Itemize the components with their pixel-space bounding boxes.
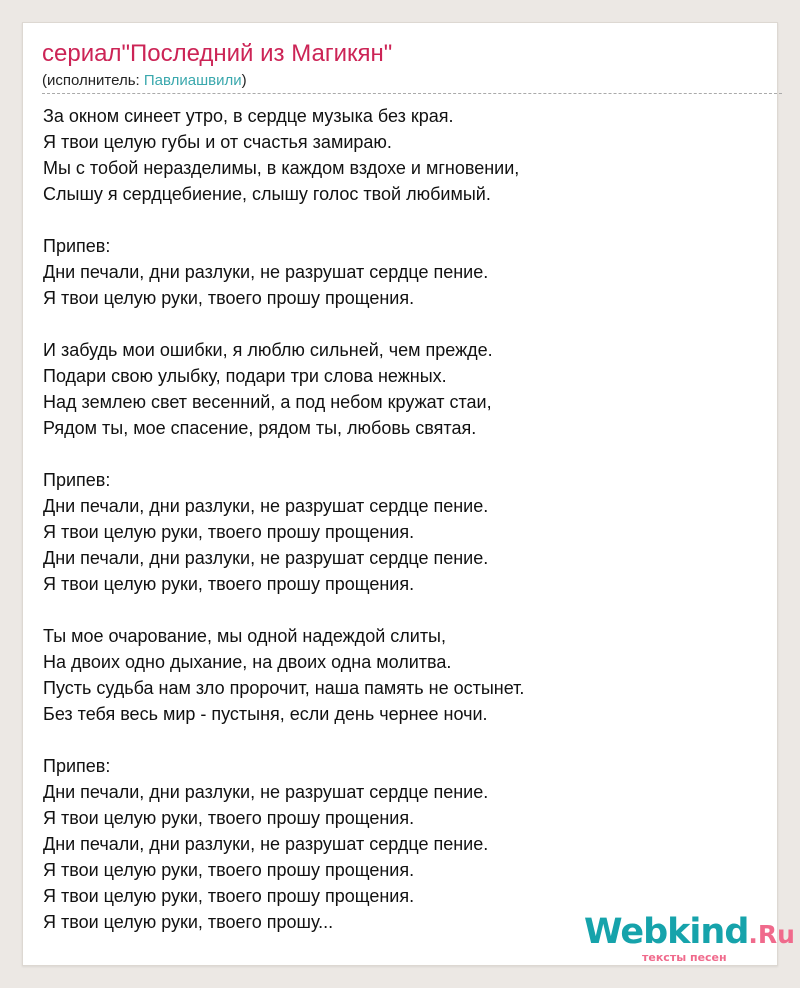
artist-suffix: ) — [241, 72, 247, 89]
lyrics-line: Я твои целую руки, твоего прошу прощения. — [43, 574, 415, 594]
song-title: сериал"Последний из Магикян" — [42, 40, 393, 67]
lyrics-line: Я твои целую руки, твоего прошу прощения. — [43, 808, 415, 828]
lyrics-line — [43, 441, 524, 467]
lyrics-line: Над землею свет весенний, а под небом кружат стаи, — [43, 392, 492, 412]
logo-tagline: тексты песен — [642, 951, 727, 964]
lyrics-line: Без тебя весь мир - пустыня, если день чернее ночи. — [43, 704, 488, 724]
logo-wordmark — [584, 914, 795, 950]
lyrics-line: Ты мое очарование, мы одной надеждой слиты, — [43, 626, 446, 646]
lyrics-line: Я твои целую руки, твоего прошу... — [43, 912, 334, 932]
lyrics-line: Я твои целую руки, твоего прошу прощения. — [43, 522, 415, 542]
lyrics-line: Слышу я сердцебиение, слышу голос твой любимый. — [43, 184, 491, 204]
lyrics-line: Мы с тобой неразделимы, в каждом вздохе и мгновении, — [43, 158, 520, 178]
lyrics-line: Я твои целую руки, твоего прошу прощения. — [43, 860, 415, 880]
site-logo[interactable] — [584, 912, 795, 966]
lyrics-line — [43, 311, 524, 337]
lyrics-line: Пусть судьба нам зло пророчит, наша память не остынет. — [43, 678, 525, 698]
lyrics-line: Рядом ты, мое спасение, рядом ты, любовь святая. — [43, 418, 477, 438]
lyrics-line: Дни печали, дни разлуки, не разрушат сердце пение. — [43, 782, 489, 802]
lyrics-line — [43, 727, 524, 753]
lyrics-line: За окном синеет утро, в сердце музыка без края. — [43, 106, 454, 126]
logo-name: Webkind — [584, 912, 749, 952]
lyrics-line: Припев: — [43, 756, 111, 776]
lyrics-line: Я твои целую губы и от счастья замираю. — [43, 132, 392, 152]
lyrics-line — [43, 597, 524, 623]
artist-line — [42, 72, 247, 90]
lyrics-line: Дни печали, дни разлуки, не разрушат сердце пение. — [43, 496, 489, 516]
lyrics-line: Припев: — [43, 236, 111, 256]
lyrics-line: Я твои целую руки, твоего прошу прощения. — [43, 288, 415, 308]
lyrics-line: На двоих одно дыхание, на двоих одна молитва. — [43, 652, 452, 672]
logo-tld: .Ru — [748, 920, 795, 949]
lyrics-text — [43, 103, 524, 935]
lyrics-line: Дни печали, дни разлуки, не разрушат сердце пение. — [43, 548, 489, 568]
lyrics-line: Дни печали, дни разлуки, не разрушат сердце пение. — [43, 262, 489, 282]
lyrics-line — [43, 207, 524, 233]
lyrics-line: Дни печали, дни разлуки, не разрушат сердце пение. — [43, 834, 489, 854]
lyrics-line: Я твои целую руки, твоего прошу прощения. — [43, 886, 415, 906]
divider — [42, 93, 782, 94]
lyrics-line: И забудь мои ошибки, я люблю сильней, чем прежде. — [43, 340, 493, 360]
lyrics-line: Припев: — [43, 470, 111, 490]
artist-link[interactable]: Павлиашвили — [143, 72, 242, 89]
lyrics-line: Подари свою улыбку, подари три слова нежных. — [43, 366, 447, 386]
artist-prefix: (исполнитель: — [42, 72, 144, 89]
